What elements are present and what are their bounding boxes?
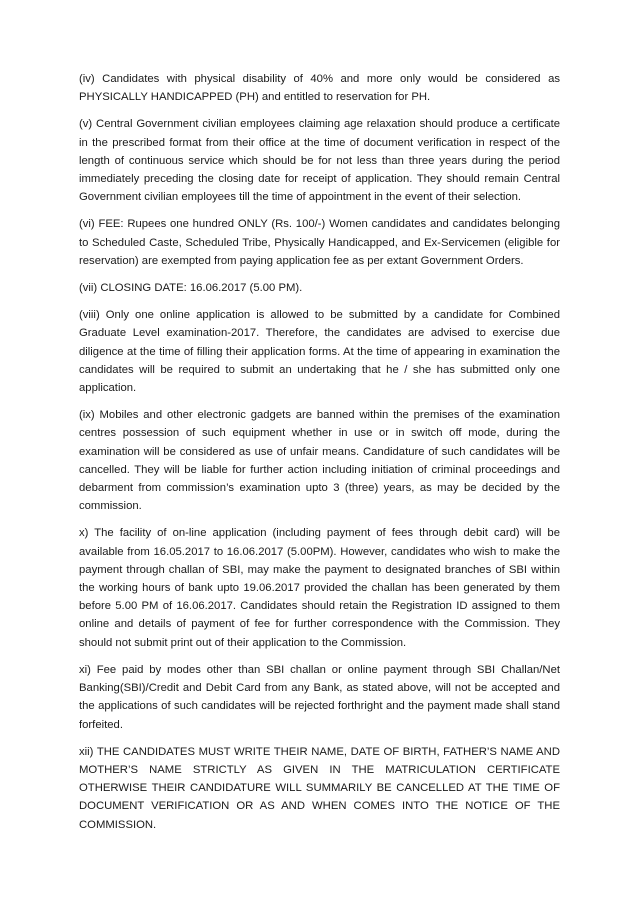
paragraph-ix-electronic-gadgets: (ix) Mobiles and other electronic gadgets are banned within the premises of the examination centres possession of such equipment whether in use or in switch off mode, during the examination will be considered as use of unfair means. Candidature of such candidates will be cancelled. They will be liable for further action including initiation of criminal proceedings and debarment from commission’s examination upto 3 (three) years, as may be decided by the commission.: [79, 409, 560, 513]
paragraph-viii-single-application: (viii) Only one online application is allowed to be submitted by a candidate for Combined Graduate Level examination-2017. Therefore, the candidates are advised to exercise due diligence at the time of filling their application forms. At the time of appearing in examination the candidates will be required to submit an undertaking that he / she has submitted only one application.: [79, 309, 560, 395]
paragraph-v-age-relaxation: (v) Central Government civilian employees claiming age relaxation should produce a certificate in the prescribed format from their office at the time of document verification in respect of the length of continuous service which should be for not less than three years during the period immediately preceding the closing date for receipt of application. They should remain Central Government civilian employees till the time of appointment in the event of their selection.: [79, 118, 560, 204]
paragraph-iv-physical-disability: (iv) Candidates with physical disability of 40% and more only would be considered as PHYSICALLY HANDICAPPED (PH) and entitled to reservation for PH.: [79, 73, 560, 104]
document-body: [79, 70, 560, 843]
paragraph-xi-fee-payment-modes: xi) Fee paid by modes other than SBI challan or online payment through SBI Challan/Net Banking(SBI)/Credit and Debit Card from any Bank, as stated above, will not be accepted and the applications of such candidates will be rejected forthright and the payment made shall stand forfeited.: [79, 663, 560, 731]
paragraph-xii-name-as-matriculation: xii) THE CANDIDATES MUST WRITE THEIR NAME, DATE OF BIRTH, FATHER’S NAME AND MOTHER’S NAME STRICTLY AS GIVEN IN THE MATRICULATION CERTIFICATE OTHERWISE THEIR CANDIDATURE WILL SUMMARILY BE CANCELLED AT THE TIME OF DOCUMENT VERIFICATION OR AS AND WHEN COMES INTO THE NOTICE OF THE COMMISSION.: [79, 745, 560, 831]
paragraph-x-online-application: x) The facility of on-line application (including payment of fees through debit card) will be available from 16.05.2017 to 16.06.2017 (5.00PM). However, candidates who wish to make the payment through challan of SBI, may make the payment to designated branches of SBI within the working hours of bank upto 19.06.2017 provided the challan has been generated by them before 5.00 PM of 16.06.2017. Candidates should retain the Registration ID assigned to them online and details of payment of fee for further correspondence with the Commission. They should not submit print out of their application to the Commission.: [79, 527, 560, 649]
paragraph-vii-closing-date: (vii) CLOSING DATE: 16.06.2017 (5.00 PM).: [79, 282, 303, 295]
paragraph-vi-fee: (vi) FEE: Rupees one hundred ONLY (Rs. 100/-) Women candidates and candidates belonging to Scheduled Caste, Scheduled Tribe, Physically Handicapped, and Ex-Servicemen (eligible for reservation) are exempted from paying application fee as per extant Government Orders.: [79, 218, 560, 267]
